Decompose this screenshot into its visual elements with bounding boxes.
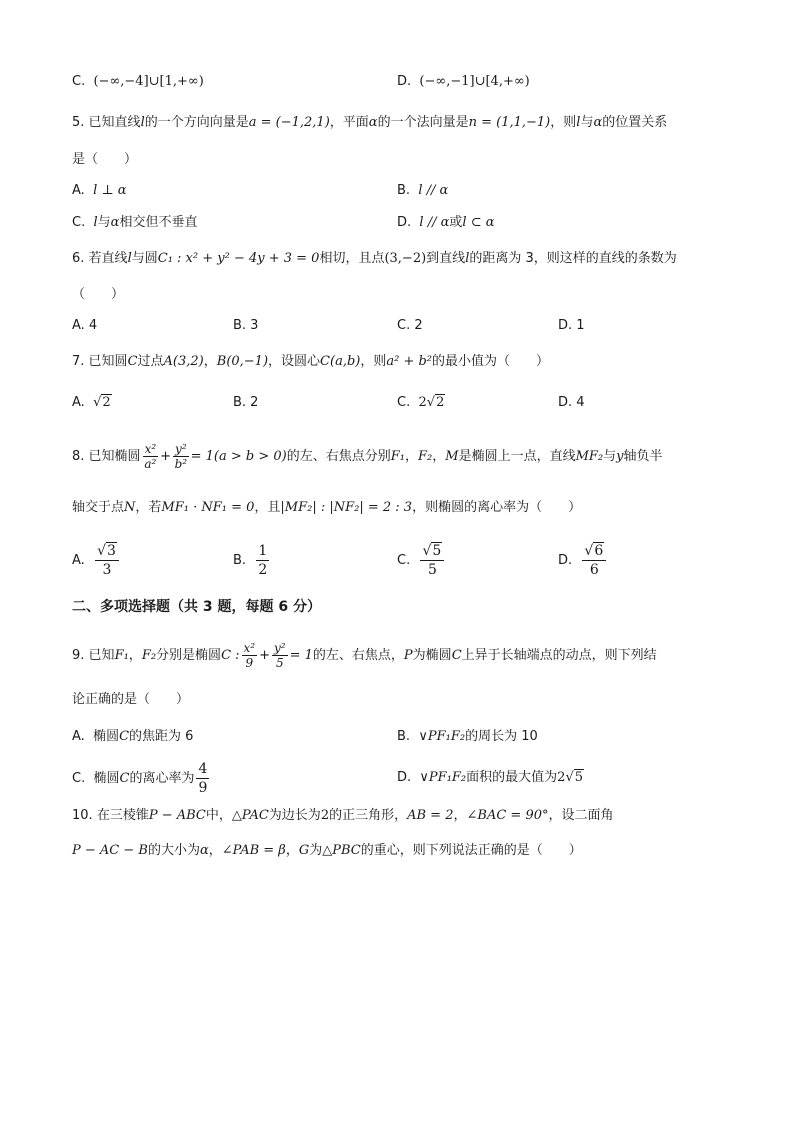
q6-line2: （ ） [72, 287, 125, 302]
q7-option-d: D. 4 [558, 395, 585, 410]
q5-line2: 是（ ） [72, 152, 138, 167]
q9-option-d: D. ∨PF₁F₂面积的最大值为2√5 [397, 770, 584, 785]
q6-option-b: B. 3 [233, 318, 259, 333]
q6-option-c: C. 2 [397, 318, 423, 333]
q8-option-a: A. $\frac{√3}{3}$ [72, 542, 121, 579]
q8-option-d: D. $\frac{√6}{6}$ [558, 542, 608, 579]
section-2-heading: 二、多项选择题（共 3 题，每题 6 分） [72, 599, 321, 615]
q9-line1: 9. 已知F₁，F₂分别是椭圆C : $\frac{\text{x²}}{9}$ + $\frac{\text{y²}}{5}$ = 1的左、右焦点，P为椭圆C上异于长轴端点的动点，则下列结 [72, 641, 657, 670]
q7-option-c: C. 2√2 [397, 395, 445, 410]
q5-line1: 5. 已知直线l的一个方向向量是a = (−1,2,1)，平面α的一个法向量是n = (1,1,−1)，则l与α的位置关系 [72, 115, 668, 130]
q7-option-b: B. 2 [233, 395, 259, 410]
q8-line1: 8. 已知椭圆 $\frac{\text{x²}}{\text{a²}}$ + $\frac{\text{y²}}{\text{b²}}$ = 1(a > b > 0)的左、右焦点分别F₁，F₂，M是椭圆上一点，直线MF₂与y轴负半 [72, 442, 663, 471]
ellipse-frac-x: $\frac{\text{x²}}{9}$ [243, 641, 256, 670]
q9-line2: 论正确的是（ ） [72, 692, 190, 707]
q7-line1: 7. 已知圆C过点A(3,2)，B(0,−1)，设圆心C(a,b)，则a² + b²的最小值为（ ） [72, 354, 550, 369]
q8-option-c: C. $\frac{√5}{5}$ [397, 542, 446, 579]
ellipse-frac-x: $\frac{\text{x²}}{\text{a²}}$ [144, 442, 157, 471]
q7-option-a: A. √2 [72, 395, 111, 410]
ellipse-frac-y: $\frac{\text{y²}}{\text{b²}}$ [174, 442, 188, 471]
q5-option-b: B. l // α [397, 183, 449, 198]
q6-option-a: A. 4 [72, 318, 98, 333]
q10-line1: 10. 在三棱锥P − ABC中，△PAC为边长为2的正三角形，AB = 2，∠BAC = 90°，设二面角 [72, 808, 614, 823]
q5-option-c: C. l与α相交但不垂直 [72, 215, 198, 230]
q8-line2: 轴交于点N，若MF₁ · NF₁ = 0，且|MF₂| : |NF₂| = 2 : 3，则椭圆的离心率为（ ） [72, 500, 582, 515]
q6-option-d: D. 1 [558, 318, 585, 333]
ellipse-frac-y: $\frac{\text{y²}}{5}$ [274, 641, 286, 670]
q5-option-a: A. l ⊥ α [72, 183, 127, 198]
q6-line1: 6. 若直线l与圆C₁ : x² + y² − 4y + 3 = 0相切，且点(3,−2)到直线l的距离为 3，则这样的直线的条数为 [72, 251, 677, 266]
prev-option-d: D. (−∞,−1]∪[4,+∞) [397, 74, 530, 89]
q10-line2: P − AC − B的大小为α，∠PAB = β，G为△PBC的重心，则下列说法正确的是（ ） [72, 843, 582, 858]
q9-option-c: C. 椭圆C的离心率为 $\frac{4}{9}$ [72, 761, 208, 796]
q9-option-a: A. 椭圆C的焦距为 6 [72, 729, 194, 744]
q8-option-b: B. $\frac{1}{2}$ [233, 543, 268, 578]
q5-option-d: D. l // α或l ⊂ α [397, 215, 495, 230]
q9-option-b: B. ∨PF₁F₂的周长为 10 [397, 729, 538, 744]
prev-option-c: C. (−∞,−4]∪[1,+∞) [72, 74, 204, 89]
